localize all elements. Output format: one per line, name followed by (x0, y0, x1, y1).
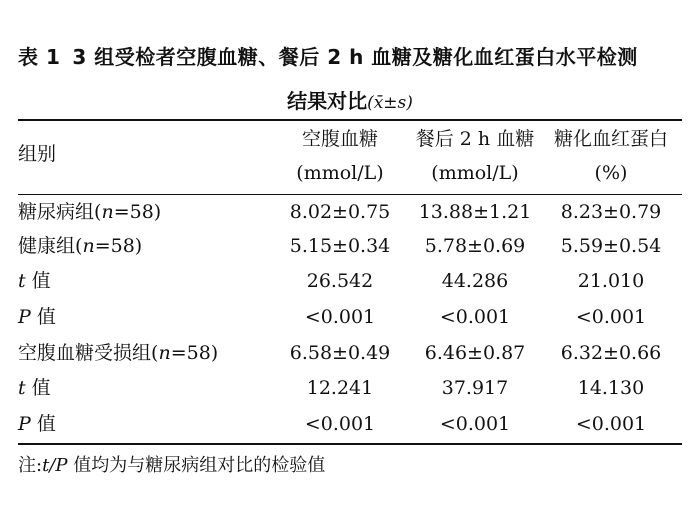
row-label (18, 305, 56, 329)
row-label (18, 269, 51, 293)
row-label (18, 234, 142, 258)
row-label-n: n (158, 342, 171, 364)
top-rule (18, 119, 682, 121)
table-cell: 21.010 (577, 270, 645, 292)
row-label-count: =58) (113, 201, 162, 223)
table-cell: 44.286 (441, 270, 509, 292)
table-cell: 12.241 (306, 377, 374, 399)
table-cell: <0.001 (575, 306, 647, 328)
header-col-1: 空腹血糖 (301, 128, 378, 150)
table-cell: 5.15±0.34 (289, 235, 391, 257)
note-text: 值均为与糖尿病组对比的检验值 (67, 455, 326, 476)
header-group: 组别 (18, 143, 57, 165)
table-title-stat: (x̄±s) (367, 93, 413, 113)
row-label (18, 200, 161, 224)
header-col-2: 餐后 2 h 血糖 (415, 128, 535, 150)
table-cell: 6.58±0.49 (289, 342, 391, 364)
row-label-text: 健康组 (18, 235, 76, 257)
row-label-text: 值 (30, 306, 56, 328)
table-cell: <0.001 (439, 306, 511, 328)
row-label-text: 值 (30, 413, 56, 435)
table-cell: <0.001 (304, 413, 376, 435)
row-label-paren-open: ( (94, 201, 102, 223)
row-label-stat: P (18, 306, 31, 328)
table-cell: 8.02±0.75 (289, 201, 391, 223)
table-cell: 14.130 (577, 377, 645, 399)
table-cell: 5.78±0.69 (424, 235, 526, 257)
row-label-n: n (82, 235, 95, 257)
table-cell: 13.88±1.21 (418, 201, 532, 223)
table-cell: 26.542 (306, 270, 374, 292)
row-label-paren-open: ( (75, 235, 83, 257)
table-title-line2 (0, 88, 700, 116)
header-col-2-unit: (mmol/L) (431, 162, 519, 184)
table-cell: 8.23±0.79 (560, 201, 662, 223)
table-cell: 5.59±0.54 (560, 235, 662, 257)
table-cell: 6.46±0.87 (424, 342, 526, 364)
row-label-paren-open: ( (151, 342, 159, 364)
table-cell: <0.001 (304, 306, 376, 328)
row-label-stat: t (18, 270, 26, 292)
header-rule (18, 194, 682, 195)
table-title (18, 44, 682, 70)
table-title-line1: 3 组受检者空腹血糖、餐后 2 h 血糖及糖化血红蛋白水平检测 (72, 45, 638, 69)
row-label-stat: t (18, 377, 26, 399)
row-label (18, 412, 56, 436)
row-label-stat: P (18, 413, 31, 435)
row-label-text: 糖尿病组 (18, 201, 95, 223)
table-cell: <0.001 (439, 413, 511, 435)
table-note (18, 454, 325, 478)
bottom-rule (18, 443, 682, 445)
header-col-1-unit: (mmol/L) (296, 162, 384, 184)
row-label-count: =58) (170, 342, 219, 364)
row-label-text: 值 (25, 270, 51, 292)
row-label (18, 376, 51, 400)
table-cell: <0.001 (575, 413, 647, 435)
note-italic: t/P (42, 455, 68, 476)
table-cell: 37.917 (441, 377, 509, 399)
row-label-text: 值 (25, 377, 51, 399)
row-label (18, 341, 218, 365)
row-label-count: =58) (94, 235, 143, 257)
table-title-line2-text: 结果对比 (287, 89, 368, 113)
row-label-n: n (101, 201, 114, 223)
table-label: 表 1 (18, 45, 61, 69)
header-col-3: 糖化血红蛋白 (553, 128, 668, 150)
row-label-text: 空腹血糖受损组 (18, 342, 152, 364)
note-prefix: 注: (18, 455, 43, 476)
table-cell: 6.32±0.66 (560, 342, 662, 364)
header-col-3-unit: (%) (594, 162, 628, 184)
